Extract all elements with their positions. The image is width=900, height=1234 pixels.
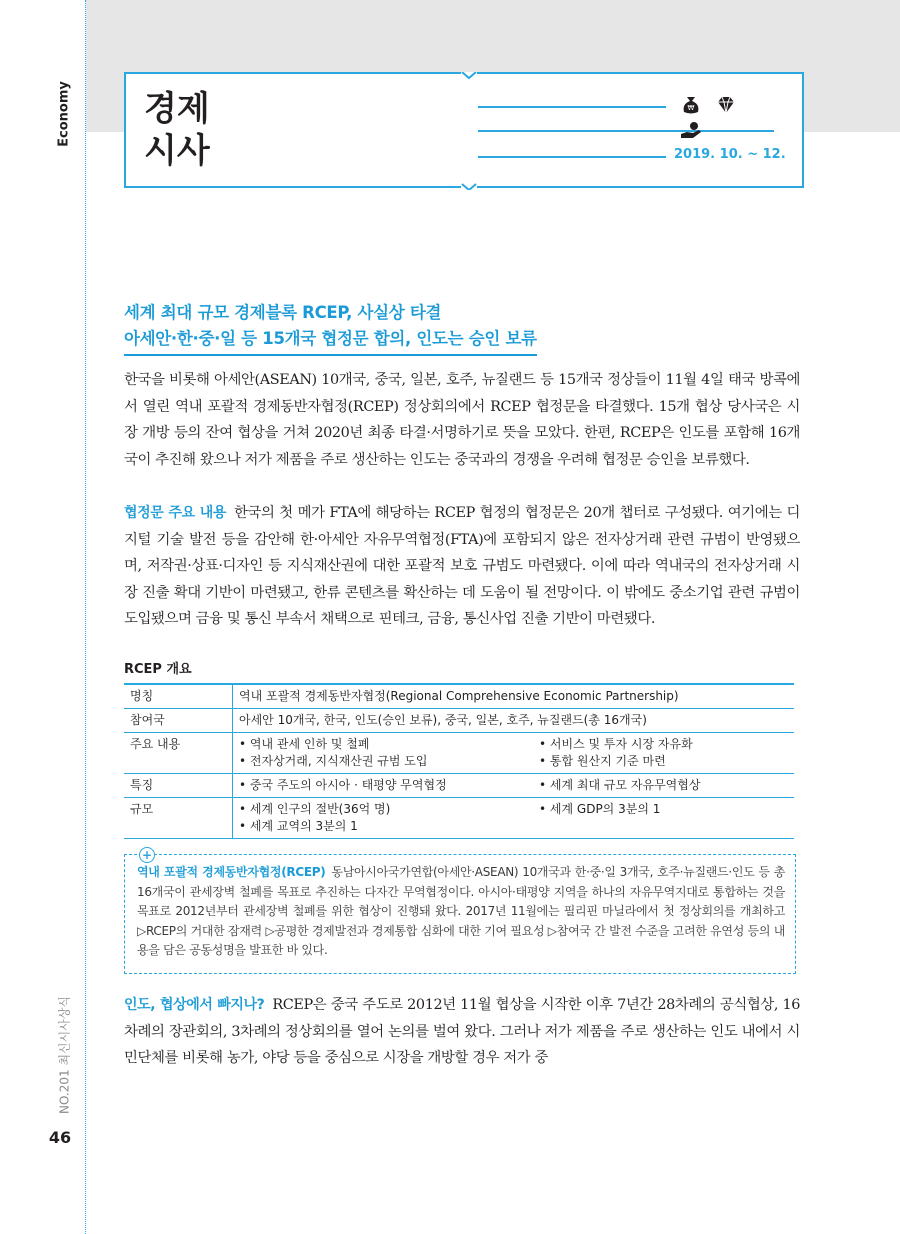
rcep-table (124, 683, 794, 839)
row-key: 규모 (124, 798, 233, 839)
title-rule-1 (478, 106, 666, 108)
table-row (124, 709, 794, 733)
table-row (124, 774, 794, 798)
headline-line1: 세계 최대 규모 경제블록 RCEP, 사실상 타결 (124, 303, 442, 322)
row-key: 주요 내용 (124, 733, 233, 774)
section-label: Economy (56, 81, 72, 147)
headline (124, 300, 800, 356)
row-value-left: • 세계 인구의 절반(36억 명) • 세계 교역의 3분의 1 (233, 798, 534, 839)
svg-text:₩: ₩ (687, 104, 695, 112)
section2-body: RCEP은 중국 주도로 2012년 11월 협상을 시작한 이후 7년간 28차례의 공식협상, 16차례의 장관회의, 3차례의 정상회의를 열어 논의를 벌여 왔다. 그러나 저가 제품을 주로 생산하는 인도 내에서 시민단체를 비롯해 농가, 야당 등을 중심으로 시장을 개방할 경우 저가 중 (124, 997, 800, 1067)
issue-label: NO.201 최신시사상식 (57, 995, 72, 1115)
row-key: 특징 (124, 774, 233, 798)
title-rule-3 (478, 156, 666, 158)
note-text (137, 863, 785, 961)
row-value-right: • 세계 GDP의 3분의 1 (533, 798, 794, 839)
date-range: 2019. 10. ~ 12. (674, 147, 786, 162)
hand-coin-icon (678, 120, 704, 146)
header-icons (678, 94, 778, 122)
section1-body: 한국의 첫 메가 FTA에 해당하는 RCEP 협정의 협정문은 20개 챕터로 구성됐다. 여기에는 디지털 기술 발전 등을 감안해 한·아세안 자유무역협정(FTA)에 포함되지 않은 전자상거래 관련 규범이 반영됐으며, 저작권·상표·디자인 등 지식재산권에 대한 포괄적 보호 규범도 마련됐다. 이에 따라 역내국의 전자상거래 시장 진출 확대 기반이 마련됐고, 한류 콘텐츠를 확산하는 데 도움이 될 전망이다. 이 밖에도 중소기업 관련 규범이 도입됐으며 금융 및 통신 부속서 채택으로 핀테크, 금융, 통신사업 진출 기반이 마련됐다. (124, 505, 800, 628)
plus-icon: + (139, 847, 155, 863)
row-key: 명칭 (124, 684, 233, 709)
section2-paragraph (124, 992, 800, 1072)
page-number: 46 (48, 1128, 72, 1147)
section2-lead: 인도, 협상에서 빠지나? (124, 997, 265, 1013)
money-bag-icon (678, 94, 704, 120)
page-title: 경제 시사 (144, 89, 210, 171)
title-box (124, 72, 804, 188)
row-value-left: • 역내 관세 인하 및 철폐 • 전자상거래, 지식재산권 규범 도입 (233, 733, 534, 774)
note-body: 동남아시아국가연합(아세안·ASEAN) 10개국과 한·중·일 3개국, 호주·뉴질랜드·인도 등 총 16개국이 관세장벽 철폐를 목표로 추진하는 다자간 무역협정이다. 아시아·태평양 지역을 하나의 자유무역지대로 통합하는 것을 목표로 2012년부터 관세장벽 철폐를 위한 협상이 진행돼 왔다. 2017년 11월에는 필리핀 마닐라에서 첫 정상회의를 개최하고 ▷RCEP의 거대한 잠재력 ▷공평한 경제발전과 경제통합 심화에 대한 기여 필요성 ▷참여국 간 발전 수준을 고려한 유연성 등의 내용을 담은 공동성명을 발표한 바 있다. (137, 865, 785, 957)
intro-paragraph: 한국을 비롯해 아세안(ASEAN) 10개국, 중국, 일본, 호주, 뉴질랜드 등 15개국 정상들이 11월 4일 태국 방콕에서 열린 역내 포괄적 경제동반자협정(RCEP) 정상회의에서 RCEP 협정문을 타결했다. 15개 협상 당사국은 시장 개방 등의 잔여 협상을 거쳐 2020년 최종 타결·서명하기로 뜻을 모았다. 한편, RCEP은 인도를 포함해 16개국이 추진해 왔으나 저가 제품을 주로 생산하는 인도는 중국과의 경쟁을 우려해 협정문 승인을 보류했다. (124, 372, 800, 468)
margin-guide (85, 0, 86, 1234)
book-spine-notch (461, 72, 477, 190)
row-value: 역내 포괄적 경제동반자협정(Regional Comprehensive Economic Partnership) (233, 684, 795, 709)
glossary-note (124, 848, 796, 974)
title-rule-2 (478, 130, 774, 132)
row-value: 아세안 10개국, 한국, 인도(승인 보류), 중국, 일본, 호주, 뉴질랜드(총 16개국) (233, 709, 795, 733)
table-title: RCEP 개요 (124, 662, 192, 677)
row-value-right: • 서비스 및 투자 시장 자유화 • 통합 원산지 기준 마련 (533, 733, 794, 774)
section1-lead: 협정문 주요 내용 (124, 505, 227, 521)
table-row (124, 798, 794, 839)
note-lead: 역내 포괄적 경제동반자협정(RCEP) (137, 865, 326, 879)
table-row (124, 733, 794, 774)
section1-paragraph (124, 500, 800, 633)
row-value-left: • 중국 주도의 아시아 · 태평양 무역협정 (233, 774, 534, 798)
row-value-right: • 세계 최대 규모 자유무역협상 (533, 774, 794, 798)
table-row (124, 684, 794, 709)
diamond-icon (713, 94, 739, 120)
headline-line2: 아세안·한·중·일 등 15개국 협정문 합의, 인도는 승인 보류 (124, 326, 537, 356)
row-key: 참여국 (124, 709, 233, 733)
